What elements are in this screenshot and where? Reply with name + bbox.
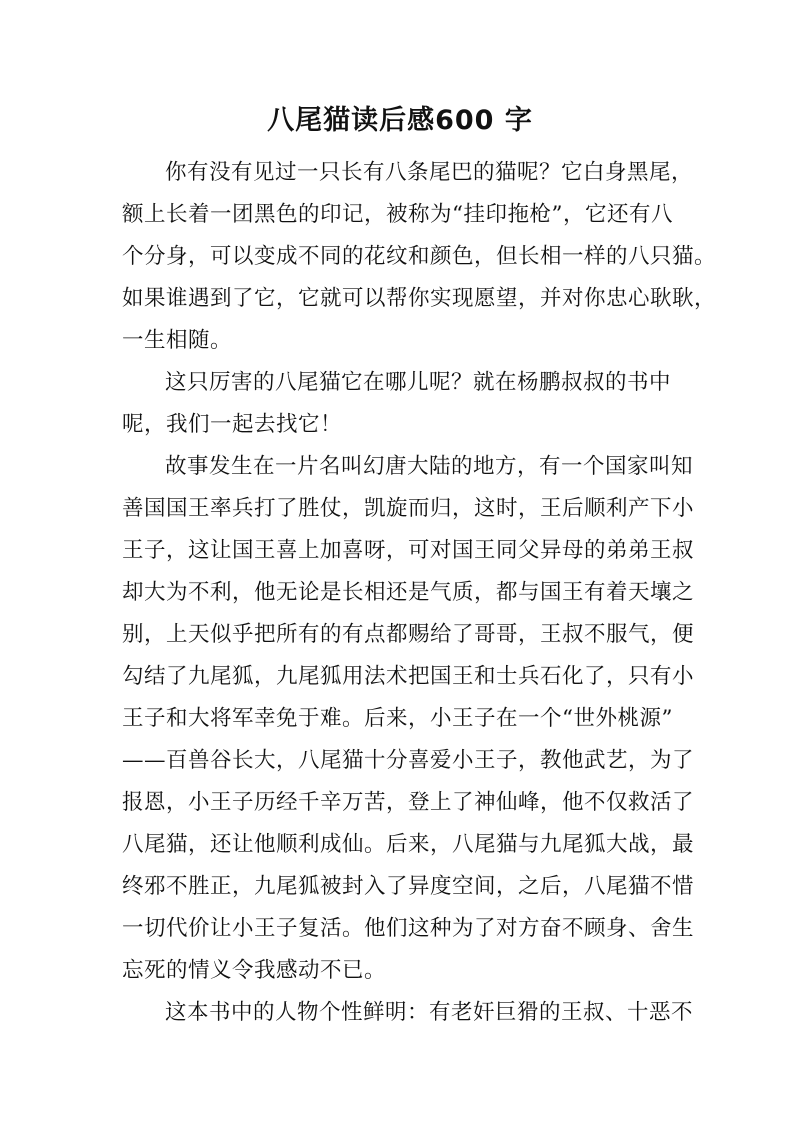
text-line: 额上长着一团黑色的印记，被称为“挂印拖枪”，它还有八	[122, 202, 673, 227]
text-line: 故事发生在一片名叫幻唐大陆的地方，有一个国家叫知	[165, 454, 694, 479]
text-line: 一切代价让小王子复活。他们这种为了对方奋不顾身、舍生	[122, 916, 695, 941]
text-line: 八尾猫，还让他顺利成仙。后来，八尾猫与九尾狐大战，最	[122, 832, 695, 857]
text-line: 善国国王率兵打了胜仗，凯旋而归，这时，王后顺利产下小	[122, 496, 695, 521]
text-line: 个分身，可以变成不同的花纹和颜色，但长相一样的八只猫。	[122, 244, 717, 269]
text-line: 报恩，小王子历经千辛万苦，登上了神仙峰，他不仅救活了	[122, 790, 695, 815]
text-line: 勾结了九尾狐，九尾狐用法术把国王和士兵石化了，只有小	[122, 664, 695, 689]
document-title: 八尾猫读后感600 字	[267, 105, 533, 136]
text-line: 别，上天似乎把所有的有点都赐给了哥哥，王叔不服气，便	[122, 622, 695, 647]
text-line: 呢，我们一起去找它！	[122, 412, 343, 437]
text-line: 忘死的情义令我感动不已。	[122, 958, 387, 983]
text-line: 王子和大将军幸免于难。后来，小王子在一个“世外桃源”	[122, 706, 673, 731]
text-line: 如果谁遇到了它，它就可以帮你实现愿望，并对你忠心耿耿，	[122, 286, 717, 311]
text-line: 王子，这让国王喜上加喜呀，可对国王同父异母的弟弟王叔	[122, 538, 695, 563]
text-line: 却大为不利，他无论是长相还是气质，都与国王有着天壤之	[122, 580, 695, 605]
text-line: 这本书中的人物个性鲜明：有老奸巨猾的王叔、十恶不	[165, 1000, 694, 1025]
document-body	[122, 152, 717, 1034]
text-line: ——百兽谷长大，八尾猫十分喜爱小王子，教他武艺，为了	[122, 748, 695, 773]
text-line: 终邪不胜正，九尾狐被封入了异度空间，之后，八尾猫不惜	[122, 874, 695, 899]
text-line: 你有没有见过一只长有八条尾巴的猫呢？它白身黑尾，	[165, 160, 694, 185]
text-line: 这只厉害的八尾猫它在哪儿呢？就在杨鹏叔叔的书中	[165, 370, 672, 395]
text-line: 一生相随。	[122, 328, 233, 353]
